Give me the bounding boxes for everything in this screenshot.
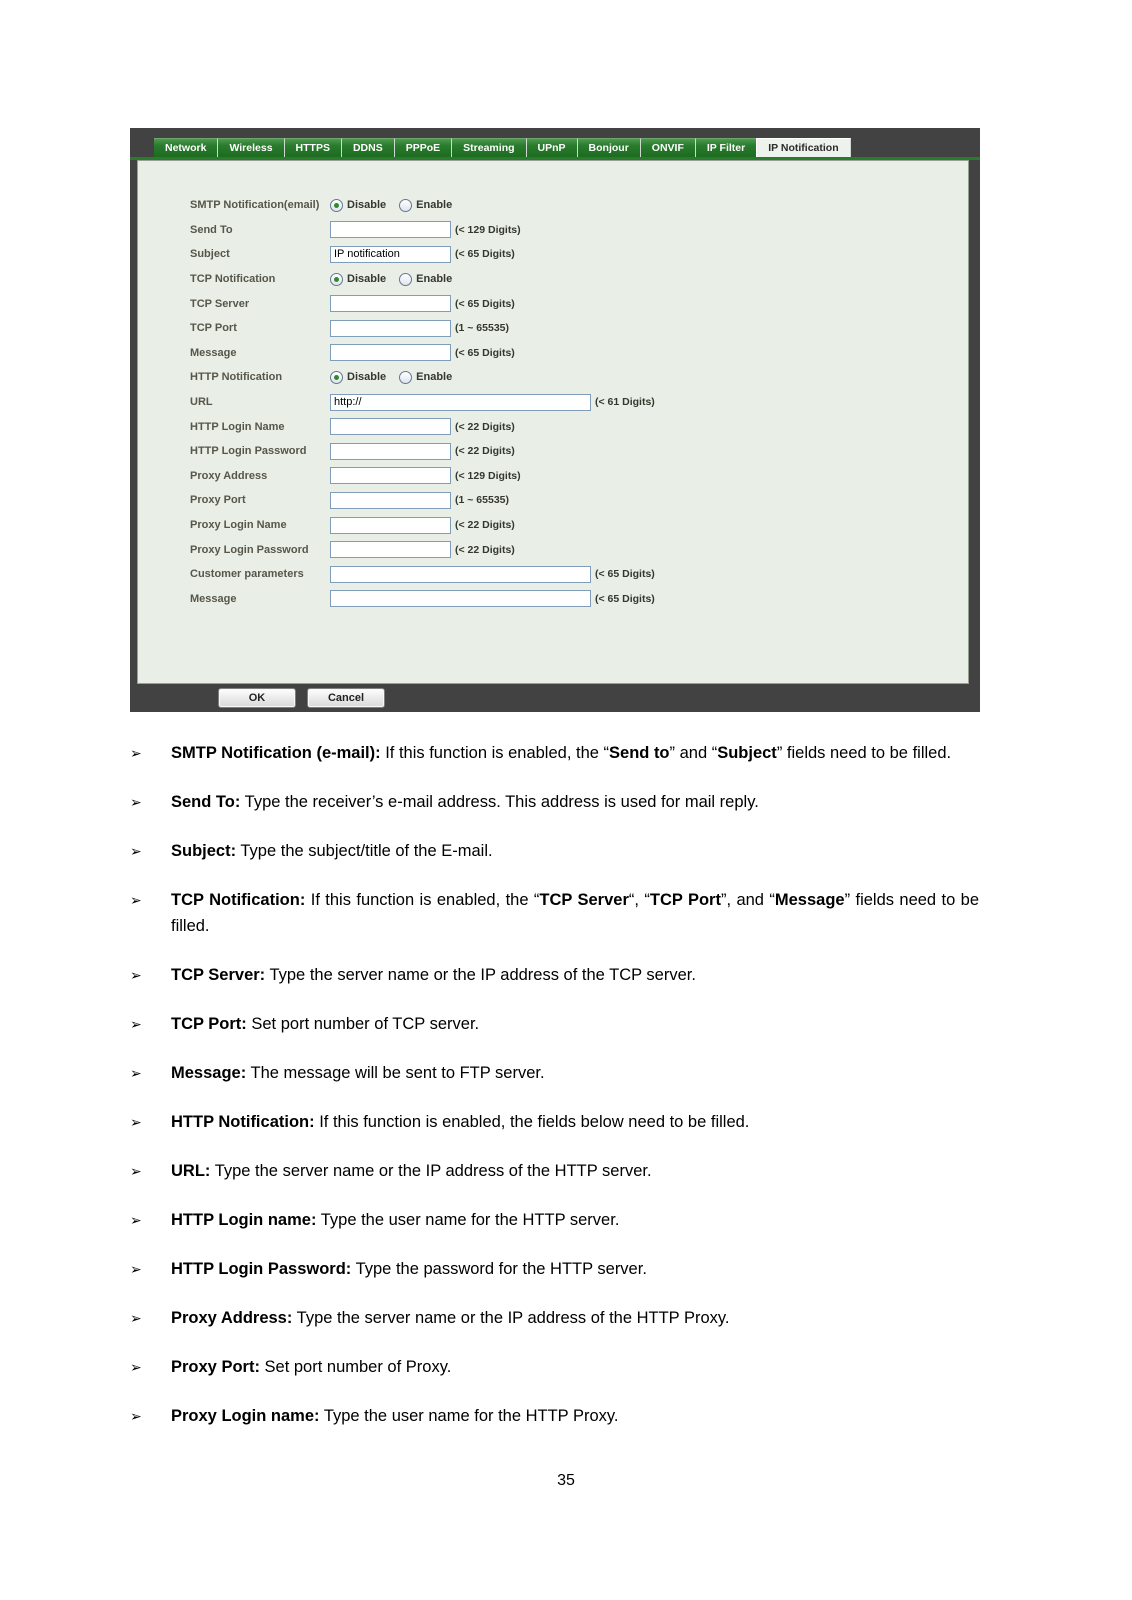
input-proxy-login-password[interactable] [330,541,451,558]
input-send-to[interactable] [330,221,451,238]
field-hint: (< 22 Digits) [455,519,515,532]
button-bar [218,688,385,708]
form-row-proxy-login-password [190,537,968,562]
bullet-text: Proxy Login name: Type the user name for the HTTP Proxy. [171,1407,619,1425]
field-hint: (< 65 Digits) [455,346,515,359]
form-row-tcp-port [190,316,968,341]
radio-group-tcp-notification [330,273,465,286]
bullet-item [130,962,979,988]
field-label: SMTP Notification(email) [190,199,320,212]
form-row-customer-parameters [190,562,968,587]
radio-label: Disable [347,371,387,384]
bullet-text: Message: The message will be sent to FTP server. [171,1064,545,1082]
bullet-text: Send To: Type the receiver’s e-mail address. This address is used for mail reply. [171,793,759,811]
field-label: Proxy Login Name [190,519,287,532]
field-hint: (1 ~ 65535) [455,322,509,335]
bullet-item [130,1354,979,1380]
bullet-item [130,1403,979,1429]
radio-button-icon[interactable] [330,199,343,212]
field-label: HTTP Login Name [190,420,285,433]
input-proxy-port[interactable] [330,492,451,509]
tab-wireless[interactable]: Wireless [217,138,283,157]
field-hint: (< 65 Digits) [455,248,515,261]
form-row-message [190,587,968,612]
radio-group-http-notification [330,371,465,384]
arrow-bullet-icon: ➢ [130,745,142,761]
field-label: TCP Port [190,322,237,335]
settings-panel [137,160,969,684]
radio-button-icon[interactable] [330,273,343,286]
field-hint: (< 22 Digits) [455,445,515,458]
radio-tcp-notification-enable[interactable] [399,273,452,286]
arrow-bullet-icon: ➢ [130,1065,142,1081]
input-proxy-login-name[interactable] [330,517,451,534]
radio-label: Enable [416,273,453,286]
bullet-item [130,838,979,864]
field-label: Message [190,346,237,359]
tab-bonjour[interactable]: Bonjour [577,138,640,157]
radio-button-icon[interactable] [330,371,343,384]
bullet-list [130,740,979,1452]
arrow-bullet-icon: ➢ [130,1408,142,1424]
field-hint: (< 65 Digits) [595,568,655,581]
bullet-text: TCP Notification: If this function is enabled, the “TCP Server“, “TCP Port”, and “Message” fields need to be filled. [171,891,980,935]
field-hint: (< 22 Digits) [455,543,515,556]
bullet-item [130,1207,979,1233]
input-url[interactable] [330,394,591,411]
field-hint: (< 65 Digits) [595,592,655,605]
ok-button[interactable]: OK [218,688,296,708]
settings-form [138,161,968,611]
field-label: Message [190,592,237,605]
radio-http-notification-disable[interactable] [330,371,386,384]
bullet-text: Proxy Port: Set port number of Proxy. [171,1358,452,1376]
radio-button-icon[interactable] [399,199,412,212]
field-label: Subject [190,248,230,261]
form-row-url [190,390,968,415]
field-label: Send To [190,223,233,236]
arrow-bullet-icon: ➢ [130,843,142,859]
bullet-text: HTTP Login name: Type the user name for the HTTP server. [171,1211,620,1229]
field-hint: (< 129 Digits) [455,223,521,236]
input-subject[interactable] [330,246,451,263]
bullet-item [130,1158,979,1184]
field-label: TCP Notification [190,273,276,286]
arrow-bullet-icon: ➢ [130,892,142,908]
bullet-item [130,1256,979,1282]
tab-ddns[interactable]: DDNS [341,138,394,157]
radio-button-icon[interactable] [399,371,412,384]
form-row-http-notification [190,365,968,390]
bullet-text: HTTP Login Password: Type the password for the HTTP server. [171,1260,647,1278]
form-row-http-login-password [190,439,968,464]
form-row-tcp-server [190,291,968,316]
input-http-login-name[interactable] [330,418,451,435]
field-label: Proxy Port [190,494,246,507]
form-row-proxy-port [190,488,968,513]
radio-label: Enable [416,371,453,384]
field-hint: (1 ~ 65535) [455,494,509,507]
bullet-text: URL: Type the server name or the IP address of the HTTP server. [171,1162,652,1180]
radio-group-smtp-notification-email [330,199,465,212]
bullet-text: Subject: Type the subject/title of the E-mail. [171,842,493,860]
field-hint: (< 65 Digits) [455,297,515,310]
radio-label: Disable [347,273,387,286]
arrow-bullet-icon: ➢ [130,1212,142,1228]
bullet-text: Proxy Address: Type the server name or the IP address of the HTTP Proxy. [171,1309,730,1327]
bullet-item [130,740,979,766]
bullet-item [130,1060,979,1086]
cancel-button[interactable]: Cancel [307,688,385,708]
camera-settings-window [130,128,980,712]
field-label: TCP Server [190,297,250,310]
form-row-proxy-address [190,464,968,489]
form-row-tcp-notification [190,267,968,292]
form-row-send-to [190,218,968,243]
arrow-bullet-icon: ➢ [130,1163,142,1179]
field-hint: (< 129 Digits) [455,469,521,482]
radio-button-icon[interactable] [399,273,412,286]
tab-onvif[interactable]: ONVIF [640,138,695,157]
tab-ip-filter[interactable]: IP Filter [695,138,756,157]
arrow-bullet-icon: ➢ [130,1310,142,1326]
arrow-bullet-icon: ➢ [130,794,142,810]
tab-network[interactable]: Network [154,138,217,157]
tab-pppoe[interactable]: PPPoE [394,138,451,157]
input-customer-parameters[interactable] [330,566,591,583]
arrow-bullet-icon: ➢ [130,967,142,983]
page-number: 35 [557,1472,575,1489]
form-row-proxy-login-name [190,513,968,538]
bullet-text: TCP Server: Type the server name or the IP address of the TCP server. [171,966,696,984]
field-label: HTTP Login Password [190,445,307,458]
tab-https[interactable]: HTTPS [284,138,341,157]
bullet-text: TCP Port: Set port number of TCP server. [171,1015,480,1033]
radio-label: Enable [416,199,453,212]
field-hint: (< 61 Digits) [595,396,655,409]
arrow-bullet-icon: ➢ [130,1016,142,1032]
field-label: Proxy Login Password [190,543,309,556]
radio-smtp-notification-email-enable[interactable] [399,199,452,212]
input-http-login-password[interactable] [330,443,451,460]
input-tcp-port[interactable] [330,320,451,337]
bullet-item [130,887,979,939]
bullet-item [130,1011,979,1037]
bullet-item [130,1109,979,1135]
form-row-subject [190,242,968,267]
input-message[interactable] [330,590,591,607]
form-row-smtp-notification-email [190,193,968,218]
form-row-message [190,341,968,366]
bullet-text: SMTP Notification (e-mail): If this function is enabled, the “Send to” and “Subject” fields need to be filled. [171,744,952,762]
field-label: HTTP Notification [190,371,283,384]
radio-http-notification-enable[interactable] [399,371,452,384]
field-hint: (< 22 Digits) [455,420,515,433]
radio-tcp-notification-disable[interactable] [330,273,386,286]
input-proxy-address[interactable] [330,467,451,484]
field-label: Proxy Address [190,469,268,482]
arrow-bullet-icon: ➢ [130,1359,142,1375]
radio-label: Disable [347,199,387,212]
tab-bar [154,138,972,157]
input-tcp-server[interactable] [330,295,451,312]
bullet-text: HTTP Notification: If this function is enabled, the fields below need to be filled. [171,1113,750,1131]
radio-smtp-notification-email-disable[interactable] [330,199,386,212]
tab-ip-notification[interactable]: IP Notification [756,138,850,157]
form-row-http-login-name [190,414,968,439]
bullet-item [130,1305,979,1331]
tab-upnp[interactable]: UPnP [526,138,577,157]
field-label: Customer parameters [190,568,304,581]
arrow-bullet-icon: ➢ [130,1114,142,1130]
input-message[interactable] [330,344,451,361]
bullet-item [130,789,979,815]
arrow-bullet-icon: ➢ [130,1261,142,1277]
field-label: URL [190,396,213,409]
tab-streaming[interactable]: Streaming [451,138,525,157]
